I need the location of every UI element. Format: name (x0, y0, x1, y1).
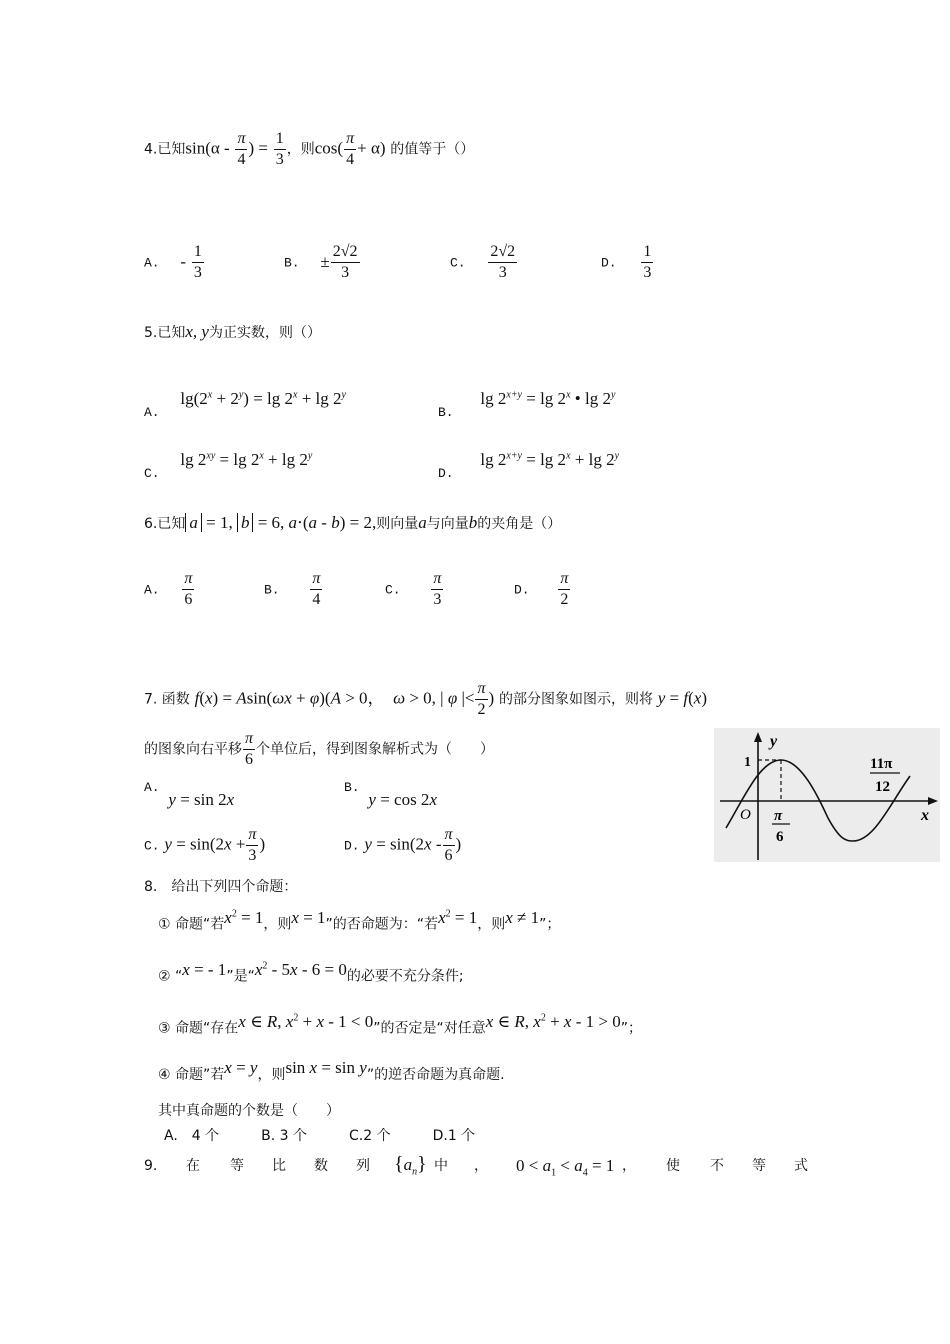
q8-choices: A. 4 个 B. 3 个 C.2 个 D.1 个 (164, 1128, 476, 1144)
q6-condition: a = 1, b = 6, a⋅(a - b) = 2, (185, 513, 376, 532)
q4-stem (144, 130, 474, 169)
q4-option-a: A. - $\frac{1}{3}$ (144, 243, 202, 281)
q9-condition: $0 < a_1 < a_4 = 1$ (516, 1156, 615, 1179)
q4-c-frac: $\frac{2√2}{3}$ (490, 243, 516, 281)
q4-option-d: D. $\frac{1}{3}$ (601, 243, 652, 281)
q5-option-d: D. $\lg 2^{x+y} = \lg 2^x + \lg 2^y$ (438, 449, 620, 481)
q5-option-c: C. $\lg 2^{xy} = \lg 2^x + \lg 2^y$ (144, 449, 313, 481)
q4-expr-rhs: + α) (357, 138, 386, 158)
q4-cond-lhs: sin(α - (185, 138, 230, 158)
q8-proposition-1: ① 命题“若$x^2 = 1$，则x = 1”的否命题为：“若$x^2 = 1$，则x ≠ 1”； (158, 907, 561, 933)
tick-pi-numerator: π (774, 808, 783, 824)
q7-function: f(x) = Asin(ωx + φ)(A > 0， ω > 0, | φ |< (194, 688, 475, 708)
max-value-label: 1 (744, 755, 751, 770)
q6-option-b: B. $\frac{\pi}{4}$ (264, 570, 321, 608)
origin-label: O (740, 807, 751, 823)
q6-stem: 6.已知 a = 1, b = 6, a⋅(a - b) = 2,则向量a与向量b的夹角是（） (144, 513, 562, 532)
q8-proposition-2: ② “x = - 1”是“$x^2 - 5x - 6 = 0$的必要不充分条件; (158, 959, 464, 985)
q4-cond-frac: $\frac{\pi}{4}$ (237, 130, 246, 168)
q4-suffix: 的值等于（） (390, 141, 475, 158)
q4-option-b: B. ± $\frac{2√2}{3}$ (284, 243, 358, 281)
q7-option-b: B. y = cos 2x (344, 780, 437, 809)
q4-expr-frac: $\frac{\pi}{4}$ (346, 130, 355, 168)
tick-pi-denominator: 6 (776, 829, 784, 845)
q4-expr-lhs: cos( (314, 138, 344, 158)
q4-b-frac: $\frac{2√2}{3}$ (332, 243, 358, 281)
q4-d-frac: $\frac{1}{3}$ (643, 243, 652, 281)
tick-11pi-numerator: 11π (870, 756, 893, 772)
q7-stem-line2: 的图象向右平移 $\frac{\pi}{6}$ 个单位后，得到图象解析式为（ ） (144, 730, 495, 768)
q4-option-c: C. $\frac{2√2}{3}$ (450, 243, 516, 281)
q7-option-d: D. y = sin(2x - $\frac{\pi}{6}$ ) (344, 826, 462, 864)
q4-sep: ，则 (286, 141, 315, 158)
q7-sine-graph (714, 728, 940, 862)
q8-question: 其中真命题的个数是（ ） (158, 1103, 340, 1119)
q7-stem: 7. 函数 f(x) = Asin(ωx + φ)(A > 0， ω > 0, | φ |< $\frac{\pi}{2}$ ) 的部分图象如图示，则将 y = f(x) (144, 680, 707, 718)
q8-title: 8. 给出下列四个命题： (144, 879, 298, 895)
q5-option-a: A. $\lg(2^x + 2^y) = \lg 2^x + \lg 2^y$ (144, 388, 346, 420)
q7-shift-frac: $\frac{\pi}{6}$ (245, 730, 254, 768)
q6-option-a: A. $\frac{\pi}{6}$ (144, 570, 193, 608)
q4-a-frac: $\frac{1}{3}$ (193, 243, 202, 281)
q7-option-a: A. y = sin 2x (144, 780, 235, 809)
q9-sequence: $\{a_n\}$ (394, 1153, 427, 1178)
q4-prefix: 4.已知 (144, 141, 186, 158)
q5-b-formula: $\lg 2^{x+y} = \lg 2^x$ • lg 2$^y$ (480, 388, 616, 408)
q5-stem: 5.已知x, y为正实数，则（） (144, 322, 321, 341)
q5-option-b: B. $\lg 2^{x+y} = \lg 2^x$ • lg 2$^y$ (438, 388, 616, 420)
x-axis-label: x (921, 807, 929, 824)
q8-proposition-4: ④ 命题”若x = y，则sin x = sin y”的逆否命题为真命题. (158, 1058, 505, 1083)
y-axis-label: y (770, 733, 778, 750)
q5-d-formula: $\lg 2^{x+y} = \lg 2^x + \lg 2^y$ (480, 449, 620, 469)
q4-cond-mid: ) = (248, 138, 268, 158)
q8-proposition-3: ③ 命题“存在x ∈ R, $x^2 + x - 1 < 0$”的否定是“对任意x ∈ R, $x^2 + x - 1 > 0$”； (158, 1011, 642, 1037)
q5-c-formula: $\lg 2^{xy} = \lg 2^x + \lg 2^y$ (180, 449, 313, 469)
q5-a-formula: $\lg(2^x + 2^y) = \lg 2^x + \lg 2^y$ (180, 388, 346, 408)
q7-option-c: C. y = sin(2x + $\frac{\pi}{3}$ ) (144, 826, 266, 864)
tick-11pi-denominator: 12 (875, 779, 890, 795)
q6-option-c: C. $\frac{\pi}{3}$ (385, 570, 442, 608)
graph-background (714, 728, 940, 862)
q4-cond-value: $\frac{1}{3}$ (275, 130, 284, 168)
q5-vars: x, y (185, 322, 209, 341)
q6-option-d: D. $\frac{\pi}{2}$ (514, 570, 569, 608)
